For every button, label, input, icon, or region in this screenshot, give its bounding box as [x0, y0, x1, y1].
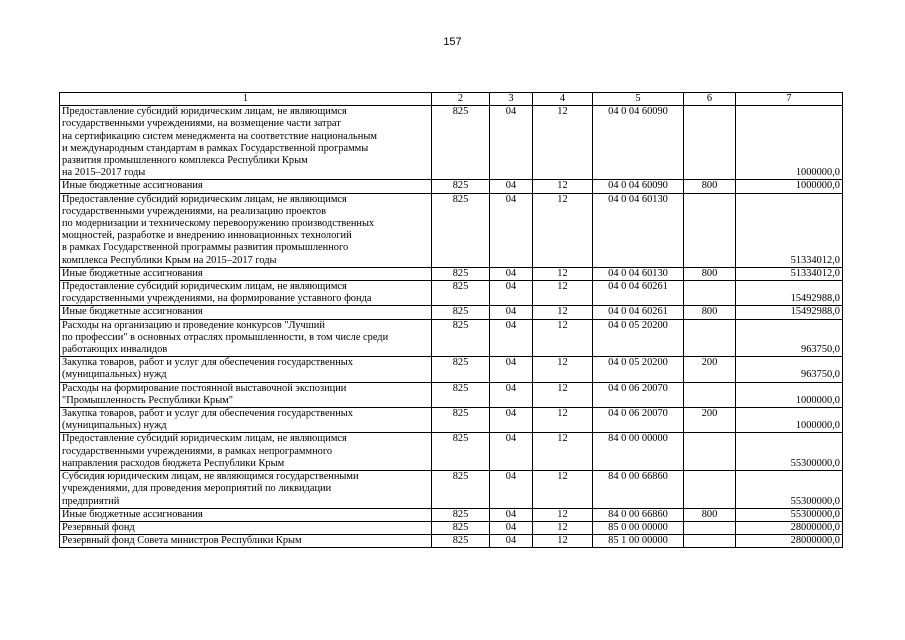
table-row	[60, 357, 843, 382]
row-ministry-code: 825	[432, 433, 490, 471]
row-target-article: 04 0 06 20070	[593, 382, 684, 407]
row-description: Резервный фонд Совета министров Республики Крым	[60, 535, 432, 548]
row-expense-type: 200	[684, 408, 736, 433]
row-target-article: 04 0 04 60261	[593, 281, 684, 306]
header-cell: 7	[736, 93, 843, 106]
table-row	[60, 306, 843, 319]
table-row	[60, 382, 843, 407]
row-target-article: 04 0 06 20070	[593, 408, 684, 433]
row-amount: 963750,0	[736, 357, 843, 382]
table-row	[60, 521, 843, 534]
row-description: Предоставление субсидий юридическим лицам, не являющимся государственными учреждениями, на возмещение части затрат на сертификацию систем менеджмента на соответствие национальным и международным стандартам в рамках Государственной программы развития промышленного комплекса Республики Крым на 2015–2017 годы	[60, 106, 432, 180]
row-section-code: 04	[490, 106, 533, 180]
budget-table	[59, 92, 843, 548]
row-amount: 55300000,0	[736, 508, 843, 521]
row-ministry-code: 825	[432, 408, 490, 433]
table-row	[60, 535, 843, 548]
row-expense-type: 800	[684, 508, 736, 521]
row-description: Субсидия юридическим лицам, не являющимся государственными учреждениями, для проведения мероприятий по ликвидации предприятий	[60, 471, 432, 509]
row-ministry-code: 825	[432, 508, 490, 521]
row-subsection-code: 12	[533, 180, 593, 193]
header-cell: 1	[60, 93, 432, 106]
row-amount: 1000000,0	[736, 382, 843, 407]
row-expense-type	[684, 433, 736, 471]
row-ministry-code: 825	[432, 306, 490, 319]
row-ministry-code: 825	[432, 193, 490, 267]
row-description: Предоставление субсидий юридическим лицам, не являющимся государственными учреждениями, на реализацию проектов по модернизации и техническому перевооружению производственных мощностей, разработке и внедрению инновационных технологий в рамках Государственной программы развития промышленного комплекса Республики Крым на 2015–2017 годы	[60, 193, 432, 267]
row-expense-type	[684, 193, 736, 267]
row-ministry-code: 825	[432, 521, 490, 534]
row-amount: 15492988,0	[736, 281, 843, 306]
row-section-code: 04	[490, 433, 533, 471]
row-ministry-code: 825	[432, 180, 490, 193]
row-subsection-code: 12	[533, 106, 593, 180]
row-section-code: 04	[490, 193, 533, 267]
row-subsection-code: 12	[533, 319, 593, 357]
row-expense-type	[684, 535, 736, 548]
row-subsection-code: 12	[533, 408, 593, 433]
row-ministry-code: 825	[432, 357, 490, 382]
row-expense-type: 800	[684, 267, 736, 280]
row-subsection-code: 12	[533, 433, 593, 471]
row-amount: 55300000,0	[736, 471, 843, 509]
row-expense-type	[684, 471, 736, 509]
row-subsection-code: 12	[533, 306, 593, 319]
table-row	[60, 180, 843, 193]
row-section-code: 04	[490, 180, 533, 193]
header-cell: 6	[684, 93, 736, 106]
row-target-article: 04 0 04 60261	[593, 306, 684, 319]
row-description: Предоставление субсидий юридическим лицам, не являющимся государственными учреждениями, в рамках непрограммного направления расходов бюджета Республики Крым	[60, 433, 432, 471]
row-ministry-code: 825	[432, 319, 490, 357]
row-section-code: 04	[490, 281, 533, 306]
row-description: Закупка товаров, работ и услуг для обеспечения государственных (муниципальных) нужд	[60, 408, 432, 433]
row-target-article: 84 0 00 66860	[593, 508, 684, 521]
row-expense-type	[684, 106, 736, 180]
row-ministry-code: 825	[432, 106, 490, 180]
table-row	[60, 508, 843, 521]
row-amount: 1000000,0	[736, 180, 843, 193]
row-target-article: 04 0 04 60090	[593, 106, 684, 180]
row-amount: 15492988,0	[736, 306, 843, 319]
row-section-code: 04	[490, 319, 533, 357]
row-target-article: 04 0 04 60130	[593, 267, 684, 280]
row-description: Предоставление субсидий юридическим лицам, не являющимся государственными учреждениями, на формирование уставного фонда	[60, 281, 432, 306]
row-expense-type	[684, 281, 736, 306]
row-expense-type: 800	[684, 180, 736, 193]
row-section-code: 04	[490, 508, 533, 521]
row-description: Иные бюджетные ассигнования	[60, 267, 432, 280]
row-ministry-code: 825	[432, 471, 490, 509]
row-description: Расходы на организацию и проведение конкурсов "Лучший по профессии" в основных отраслях промышленности, в том числе среди работающих инвалидов	[60, 319, 432, 357]
header-cell: 5	[593, 93, 684, 106]
table-header-row	[60, 93, 843, 106]
row-expense-type: 800	[684, 306, 736, 319]
header-cell: 3	[490, 93, 533, 106]
table-row	[60, 106, 843, 180]
row-ministry-code: 825	[432, 281, 490, 306]
row-section-code: 04	[490, 521, 533, 534]
row-target-article: 84 0 00 66860	[593, 471, 684, 509]
row-amount: 963750,0	[736, 319, 843, 357]
row-section-code: 04	[490, 306, 533, 319]
row-target-article: 84 0 00 00000	[593, 433, 684, 471]
row-amount: 55300000,0	[736, 433, 843, 471]
row-ministry-code: 825	[432, 267, 490, 280]
row-target-article: 04 0 04 60130	[593, 193, 684, 267]
row-amount: 51334012,0	[736, 193, 843, 267]
row-section-code: 04	[490, 267, 533, 280]
row-section-code: 04	[490, 357, 533, 382]
row-subsection-code: 12	[533, 267, 593, 280]
row-subsection-code: 12	[533, 357, 593, 382]
row-description: Иные бюджетные ассигнования	[60, 508, 432, 521]
table-row	[60, 319, 843, 357]
row-ministry-code: 825	[432, 535, 490, 548]
header-cell: 4	[533, 93, 593, 106]
row-section-code: 04	[490, 408, 533, 433]
table-row	[60, 471, 843, 509]
table-row	[60, 281, 843, 306]
row-section-code: 04	[490, 535, 533, 548]
row-target-article: 04 0 05 20200	[593, 319, 684, 357]
row-amount: 1000000,0	[736, 408, 843, 433]
row-description: Иные бюджетные ассигнования	[60, 306, 432, 319]
row-subsection-code: 12	[533, 521, 593, 534]
page-number: 157	[443, 36, 462, 48]
row-amount: 51334012,0	[736, 267, 843, 280]
row-expense-type	[684, 521, 736, 534]
row-ministry-code: 825	[432, 382, 490, 407]
row-expense-type	[684, 382, 736, 407]
row-section-code: 04	[490, 471, 533, 509]
row-subsection-code: 12	[533, 382, 593, 407]
row-target-article: 04 0 05 20200	[593, 357, 684, 382]
table-row	[60, 193, 843, 267]
row-section-code: 04	[490, 382, 533, 407]
row-subsection-code: 12	[533, 508, 593, 521]
row-description: Иные бюджетные ассигнования	[60, 180, 432, 193]
table-row	[60, 267, 843, 280]
row-target-article: 85 1 00 00000	[593, 535, 684, 548]
row-target-article: 04 0 04 60090	[593, 180, 684, 193]
row-description: Закупка товаров, работ и услуг для обеспечения государственных (муниципальных) нужд	[60, 357, 432, 382]
row-amount: 1000000,0	[736, 106, 843, 180]
row-target-article: 85 0 00 00000	[593, 521, 684, 534]
row-subsection-code: 12	[533, 281, 593, 306]
table-row	[60, 408, 843, 433]
row-amount: 28000000,0	[736, 521, 843, 534]
row-expense-type	[684, 319, 736, 357]
row-description: Резервный фонд	[60, 521, 432, 534]
row-description: Расходы на формирование постоянной выставочной экспозиции "Промышленность Республики Крым"	[60, 382, 432, 407]
row-subsection-code: 12	[533, 471, 593, 509]
row-amount: 28000000,0	[736, 535, 843, 548]
table-row	[60, 433, 843, 471]
row-subsection-code: 12	[533, 535, 593, 548]
row-expense-type: 200	[684, 357, 736, 382]
row-subsection-code: 12	[533, 193, 593, 267]
header-cell: 2	[432, 93, 490, 106]
